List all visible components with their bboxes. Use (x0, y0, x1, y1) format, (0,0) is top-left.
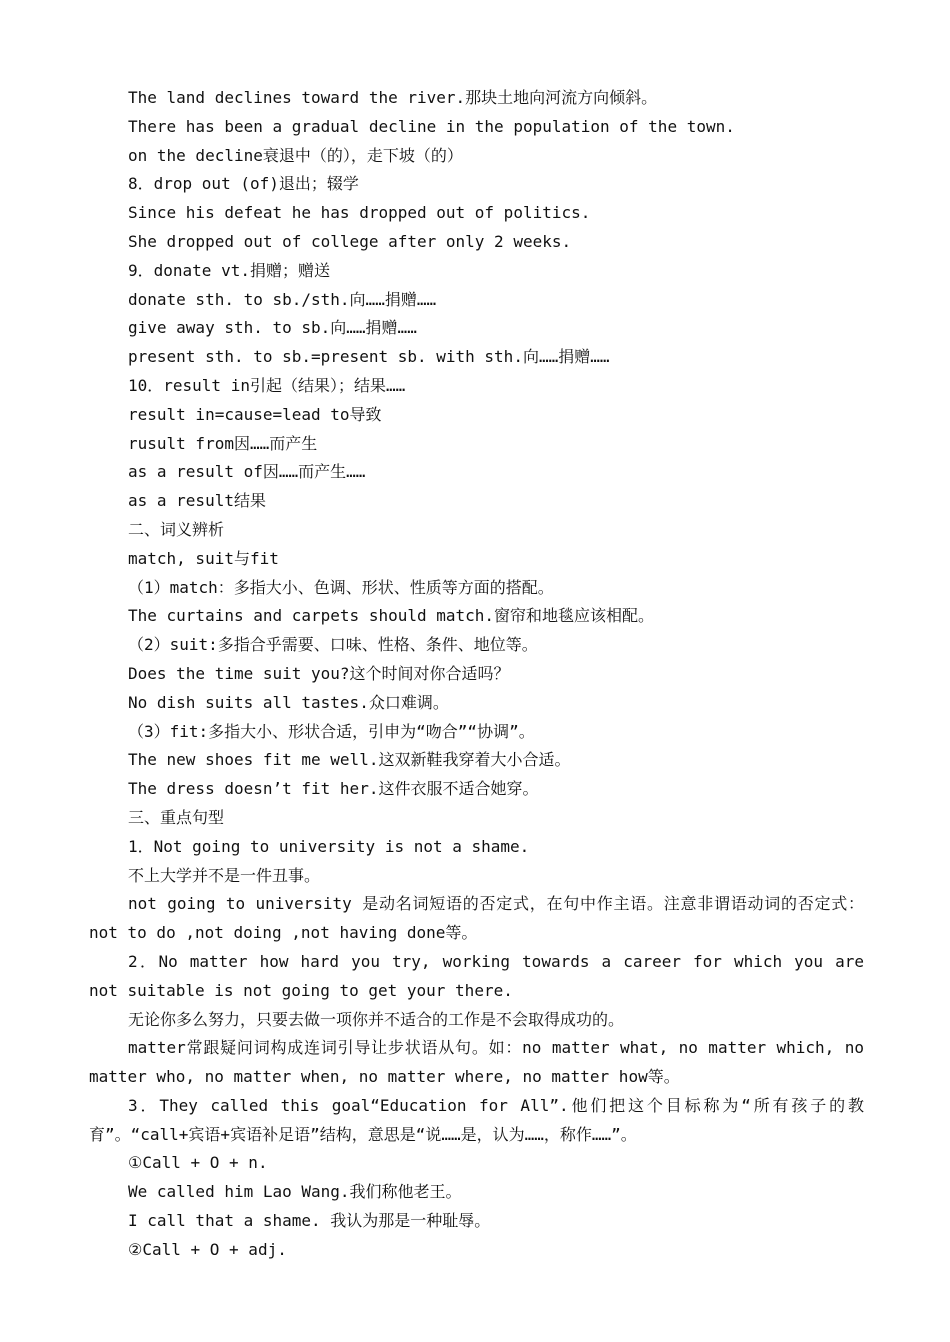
paragraph: 2．No matter how hard you try, working towards a career for which you are not suitable is not going to get your there. (89, 951, 864, 1000)
text-line: as a result结果 (128, 491, 266, 511)
paragraph: matter常跟疑问词构成连词引导让步状语从句。如：no matter what, no matter which, no matter who, no matter when, no matter where, no matter how等。 (89, 1038, 864, 1087)
text-line: Does the time suit you?这个时间对你合适吗？ (128, 663, 510, 683)
text-line: donate sth. to sb./sth.向……捐赠…… (128, 289, 437, 309)
text-line: ②Call + O + adj. (128, 1239, 287, 1259)
text-line: present sth. to sb.=present sb. with sth.向……捐赠…… (128, 347, 610, 367)
section-heading: 二、词义辨析 (128, 519, 225, 539)
paragraph: 无论你多么努力，只要去做一项你并不适合的工作是不会取得成功的。 (128, 1009, 625, 1029)
text-line: There has been a gradual decline in the population of the town. (128, 116, 735, 136)
text-line: No dish suits all tastes.众口难调。 (128, 692, 449, 712)
paragraph: not going to university 是动名词短语的否定式，在句中作主语。注意非谓语动词的否定式：not to do ,not doing ,not having done等。 (89, 894, 864, 943)
text-line: The curtains and carpets should match.窗帘和地毯应该相配。 (128, 606, 655, 626)
text-line: as a result of因……而产生…… (128, 462, 366, 482)
text-line: （2）suit:多指合乎需要、口味、性格、条件、地位等。 (128, 635, 538, 655)
text-line: We called him Lao Wang.我们称他老王。 (128, 1182, 462, 1202)
text-line: Since his defeat he has dropped out of politics. (128, 203, 591, 223)
text-line: The new shoes fit me well.这双新鞋我穿着大小合适。 (128, 750, 571, 770)
text-line: 1．Not going to university is not a shame. (128, 836, 530, 856)
text-line: 8．drop out (of)退出；辍学 (128, 174, 359, 194)
text-line: 9．donate vt.捐赠；赠送 (128, 260, 330, 280)
text-line: She dropped out of college after only 2 weeks. (128, 231, 572, 251)
text-line: I call that a shame. 我认为那是一种耻辱。 (128, 1211, 491, 1231)
text-line: 10．result in引起（结果）；结果…… (128, 375, 406, 395)
text-line: ①Call + O + n. (128, 1153, 268, 1173)
text-line: The land declines toward the river.那块土地向河流方向倾斜。 (128, 88, 658, 107)
document-body (89, 84, 864, 1265)
text-line: The dress doesn’t fit her.这件衣服不适合她穿。 (128, 779, 539, 799)
text-line: match, suit与fit (128, 548, 279, 568)
section-heading: 三、重点句型 (128, 807, 225, 827)
text-line: （3）fit:多指大小、形状合适，引申为“吻合”“协调”。 (128, 721, 535, 741)
text-line: give away sth. to sb.向……捐赠…… (128, 318, 417, 338)
text-line: result in=cause=lead to导致 (128, 404, 382, 424)
paragraph: 3．They called this goal“Education for All”.他们把这个目标称为“所有孩子的教育”。“call+宾语+宾语补足语”结构，意思是“说……是，认为……，称作……”。 (89, 1095, 864, 1144)
text-line: on the decline衰退中（的），走下坡（的） (128, 145, 463, 165)
text-line: 不上大学并不是一件丑事。 (128, 865, 321, 885)
text-line: （1）match：多指大小、色调、形状、性质等方面的搭配。 (128, 577, 554, 597)
text-line: rusult from因……而产生 (128, 433, 318, 453)
